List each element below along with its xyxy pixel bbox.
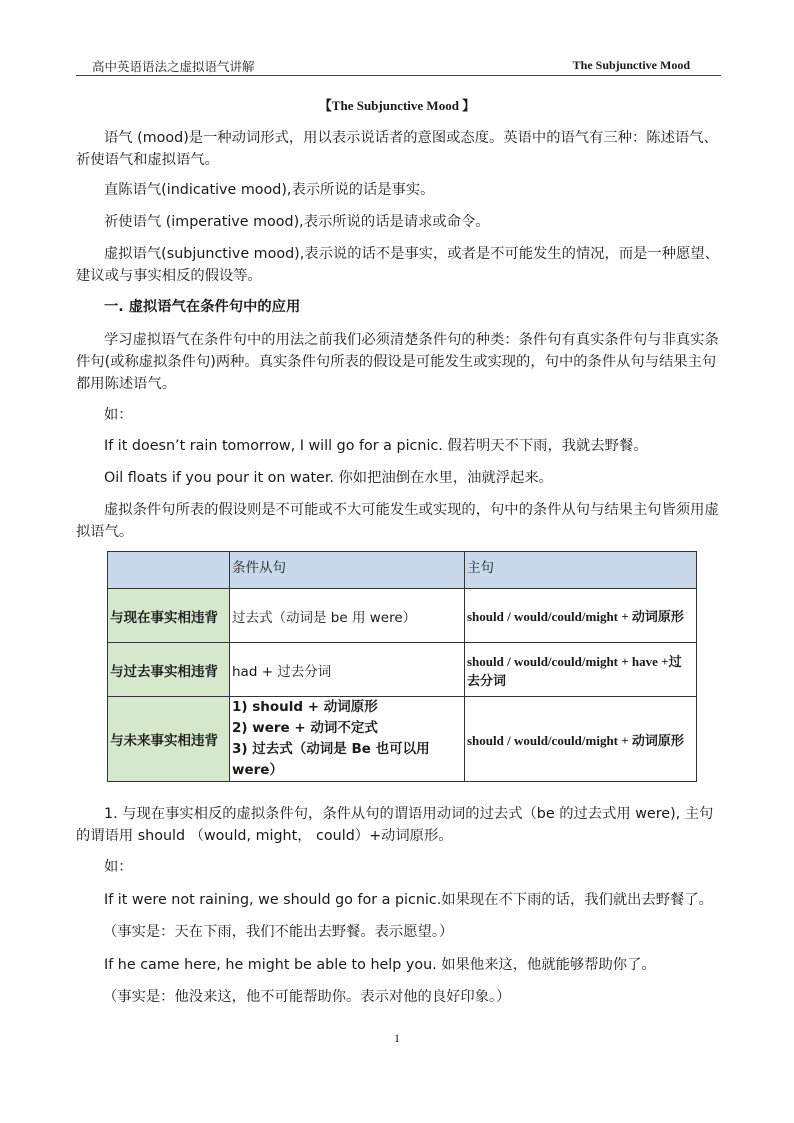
table-header-cell: 主句 [465, 552, 697, 589]
table-row-label: 与过去事实相违背 [108, 643, 230, 697]
table-cell-clause: had + 过去分词 [230, 643, 465, 697]
clause-line: 2) were + 动词不定式 [232, 720, 378, 736]
section-heading: 一. 虚拟语气在条件句中的应用 [104, 299, 301, 315]
example-sentence-1: If it doesn’t rain tomorrow, I will go for a picnic. 假若明天不下雨，我就去野餐。 [104, 438, 648, 454]
table-cell-main: should / would/could/might + have +过去分词 [465, 643, 697, 697]
page-number: 1 [394, 1031, 400, 1045]
intro-paragraph-1: 语气 (mood)是一种动词形式，用以表示说话者的意图或态度。英语中的语气有三种：陈述语气、祈使语气和虚拟语气。 [76, 130, 718, 168]
rule-1-example-1: If it were not raining, we should go for a picnic.如果现在不下雨的话，我们就出去野餐了。 [104, 892, 713, 908]
intro-paragraph-3: 祈使语气 (imperative mood),表示所说的话是请求或命令。 [104, 214, 490, 230]
clause-line: 1) should + 动词原形 [232, 699, 378, 715]
table-header-row [108, 552, 697, 589]
section-paragraph-1: 学习虚拟语气在条件句中的用法之前我们必须清楚条件句的种类：条件句有真实条件句与非真实条件句(或称虚拟条件句)两种。真实条件句所表的假设是可能发生或实现的，句中的条件从句与结果主句都用陈述语气。 [76, 332, 719, 392]
intro-paragraph-4: 虚拟语气(subjunctive mood),表示说的话不是事实，或者是不可能发生的情况，而是一种愿望、建议或与事实相反的假设等。 [76, 246, 719, 284]
table-row [108, 643, 697, 697]
table-cell-clause: 过去式（动词是 be 用 were） [230, 589, 465, 643]
example-intro-label: 如： [104, 407, 133, 423]
rule-1-paragraph: 1. 与现在事实相反的虚拟条件句，条件从句的谓语用动词的过去式（be 的过去式用 were), 主句的谓语用 should （would, might， could）+动词原形。 [76, 806, 714, 844]
table-row-label: 与现在事实相违背 [108, 589, 230, 643]
header-rule [76, 75, 721, 76]
header-left-title: 高中英语语法之虚拟语气讲解 [92, 59, 255, 74]
table-row [108, 589, 697, 643]
rule-1-example-2: If he came here, he might be able to help you. 如果他来这，他就能够帮助你了。 [104, 957, 656, 973]
table-cell-main: should / would/could/might + 动词原形 [465, 589, 697, 643]
conditional-table [107, 551, 697, 782]
section-paragraph-2: 虚拟条件句所表的假设则是不可能或不大可能发生或实现的，句中的条件从句与结果主句皆须用虚拟语气。 [76, 502, 719, 540]
table-row [108, 697, 697, 782]
example-sentence-2: Oil floats if you pour it on water. 你如把油倒在水里，油就浮起来。 [104, 470, 553, 486]
header-right-title: The Subjunctive Mood [572, 58, 690, 72]
table-header-cell: 条件从句 [230, 552, 465, 589]
table-header-cell [108, 552, 230, 589]
rule-1-example-2-note: （事实是：他没来这，他不可能帮助你。表示对他的良好印象。） [103, 989, 511, 1005]
table-row-label: 与未来事实相违背 [108, 697, 230, 782]
document-title: 【The Subjunctive Mood 】 [318, 98, 476, 113]
rule-1-example-label: 如： [104, 859, 133, 875]
clause-line: 3) 过去式（动词是 Be 也可以用 were） [232, 741, 430, 778]
intro-paragraph-2: 直陈语气(indicative mood),表示所说的话是事实。 [104, 182, 435, 198]
table-cell-main: should / would/could/might + 动词原形 [465, 697, 697, 782]
rule-1-example-1-note: （事实是：天在下雨，我们不能出去野餐。表示愿望。） [103, 924, 454, 940]
table-cell-clause [230, 697, 465, 782]
